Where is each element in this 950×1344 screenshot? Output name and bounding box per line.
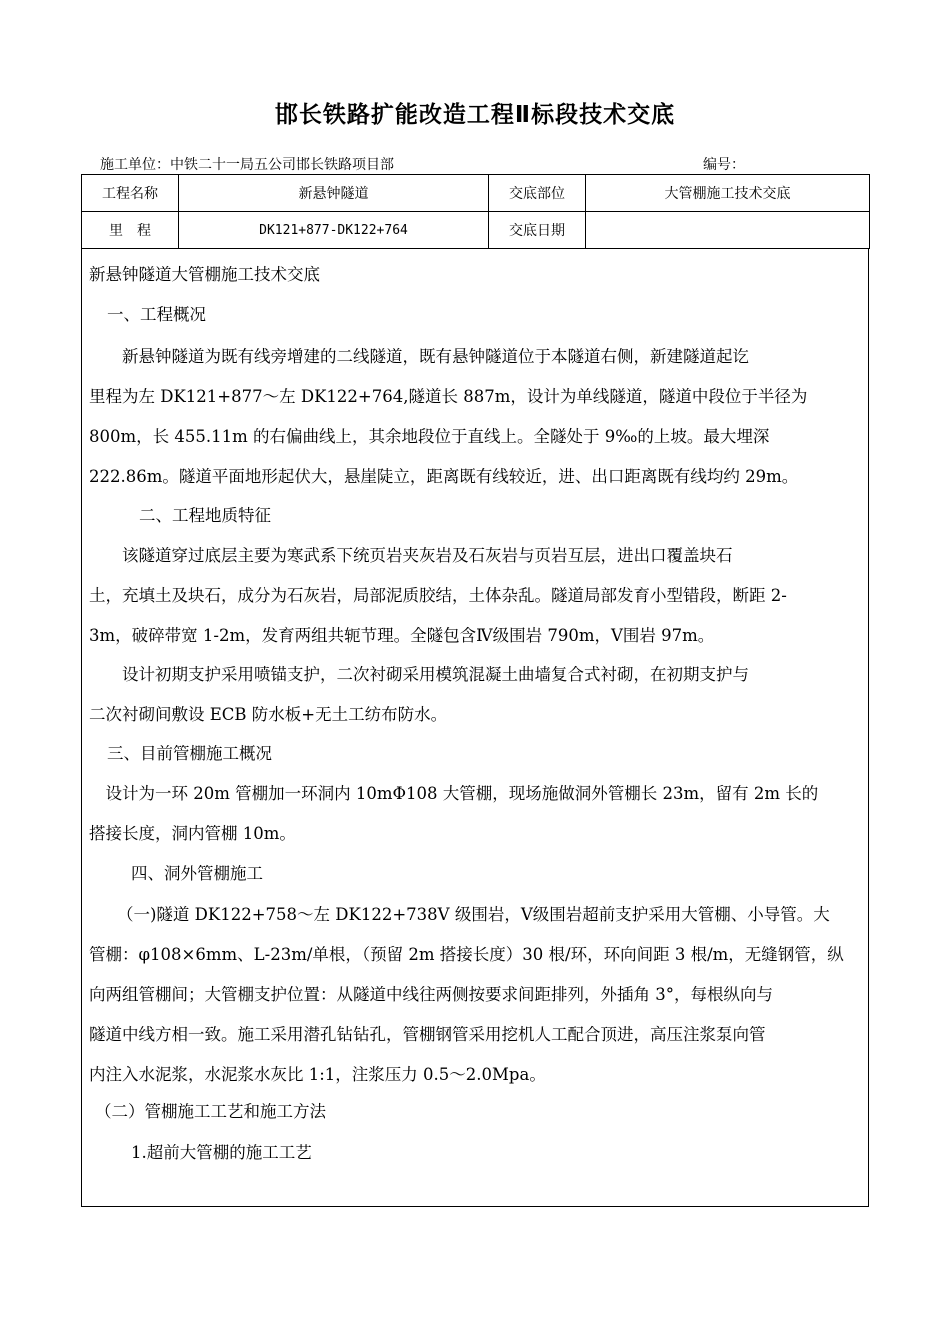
section-4-paragraph	[89, 895, 861, 1095]
table-row	[82, 175, 870, 212]
disclosure-date-label: 交底日期	[489, 212, 586, 249]
paragraph-line: 二次衬砌间敷设 ECB 防水板+无土工纺布防水。	[89, 705, 448, 724]
paragraph-line: 土，充填土及块石，成分为石灰岩，局部泥质胶结，土体杂乱。隧道局部发育小型错段，断距 2-	[89, 586, 787, 605]
document-number-label: 编号：	[703, 157, 745, 173]
section-4-2-1-title	[89, 1133, 861, 1173]
section-2-title	[89, 496, 861, 536]
section-4-title	[89, 854, 861, 894]
table-row	[82, 212, 870, 249]
header-table	[81, 174, 870, 249]
section-1-paragraph	[89, 337, 861, 497]
construction-unit: 施工单位：中铁二十一局五公司邯长铁路项目部	[100, 157, 394, 173]
project-name-value: 新悬钟隧道	[179, 175, 489, 212]
paragraph-line: 里程为左 DK121+877～左 DK122+764,隧道长 887m，设计为单线隧道，隧道中段位于半径为	[89, 387, 808, 406]
paragraph-line: （一)隧道 DK122+758～左 DK122+738Ⅴ 级围岩，Ⅴ级围岩超前支护采用大管棚、小导管。大	[117, 905, 830, 924]
heading-text: 新悬钟隧道大管棚施工技术交底	[89, 265, 320, 284]
paragraph-line: 隧道中线方相一致。施工采用潜孔钻钻孔，管棚钢管采用挖机人工配合顶进，高压注浆泵向管	[89, 1025, 766, 1044]
paragraph-line: 搭接长度，洞内管棚 10m。	[89, 824, 296, 843]
section-title: 1.超前大管棚的施工工艺	[131, 1143, 312, 1162]
disclosure-part-label: 交底部位	[489, 175, 586, 212]
section-title: 二、工程地质特征	[139, 506, 271, 525]
section-3-title	[89, 734, 861, 774]
section-1-title	[89, 295, 861, 335]
section-title: 一、工程概况	[107, 305, 206, 324]
paragraph-line: 该隧道穿过底层主要为寒武系下统页岩夹灰岩及石灰岩与页岩互层，进出口覆盖块石	[89, 546, 733, 565]
paragraph-line: 管棚：φ108×6mm、L-23m/单根，（预留 2m 搭接长度）30 根/环，环向间距 3 根/m，无缝钢管，纵	[89, 945, 844, 964]
paragraph-line: 222.86m。隧道平面地形起伏大，悬崖陡立，距离既有线较近，进、出口距离既有线均约 29m。	[89, 467, 799, 486]
paragraph-line: 内注入水泥浆，水泥浆水灰比 1:1，注浆压力 0.5～2.0Mpa。	[89, 1065, 546, 1084]
section-4-2-title	[89, 1092, 861, 1132]
paragraph-line: 3m，破碎带宽 1-2m，发育两组共轭节理。全隧包含Ⅳ级围岩 790m，Ⅴ围岩 97m。	[89, 626, 715, 645]
content-heading	[89, 255, 861, 295]
disclosure-part-value: 大管棚施工技术交底	[586, 175, 870, 212]
section-2-paragraph-1	[89, 536, 861, 656]
section-2-paragraph-2	[89, 655, 861, 735]
page-title: 邯长铁路扩能改造工程Ⅱ标段技术交底	[274, 102, 676, 128]
paragraph-line: 800m，长 455.11m 的右偏曲线上，其余地段位于直线上。全隧处于 9‰的上坡。最大埋深	[89, 427, 770, 446]
mileage-value: DK121+877-DK122+764	[179, 212, 489, 249]
mileage-label: 里 程	[82, 212, 179, 249]
paragraph-line: 向两组管棚间；大管棚支护位置：从隧道中线往两侧按要求间距排列，外插角 3°，每根纵向与	[89, 985, 773, 1004]
disclosure-date-value	[586, 212, 870, 249]
section-3-paragraph	[89, 774, 861, 854]
paragraph-line: 新悬钟隧道为既有线旁增建的二线隧道，既有悬钟隧道位于本隧道右侧，新建隧道起讫	[89, 347, 749, 366]
section-title: 三、目前管棚施工概况	[107, 744, 272, 763]
section-title: 四、洞外管棚施工	[131, 864, 263, 883]
project-name-label: 工程名称	[82, 175, 179, 212]
section-title: （二）管棚施工工艺和施工方法	[95, 1102, 326, 1121]
paragraph-line: 设计为一环 20m 管棚加一环洞内 10mΦ108 大管棚，现场施做洞外管棚长 23m，留有 2m 长的	[89, 784, 819, 803]
paragraph-line: 设计初期支护采用喷锚支护，二次衬砌采用模筑混凝土曲墙复合式衬砌，在初期支护与	[89, 665, 749, 684]
